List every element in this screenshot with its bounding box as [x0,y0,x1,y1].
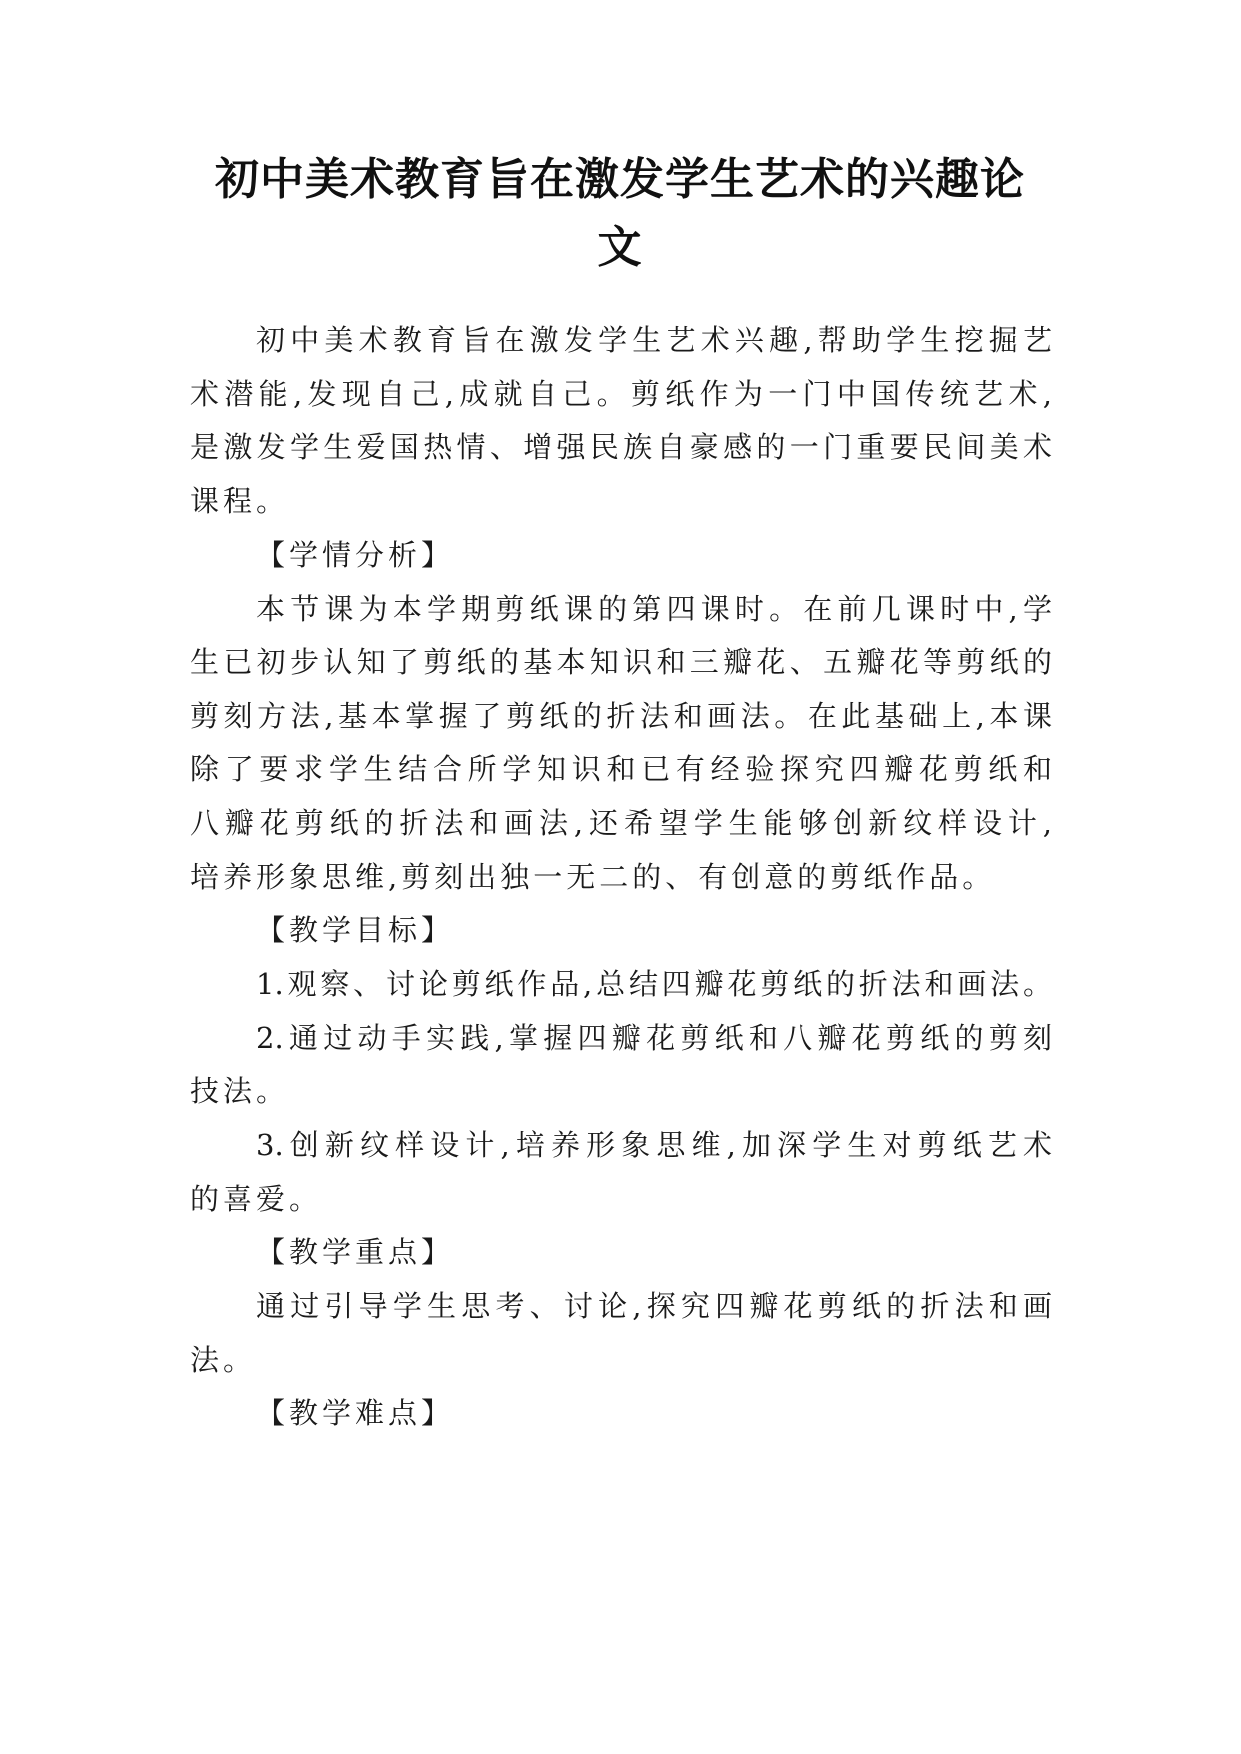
text-line: 初中美术教育旨在激发学生艺术兴趣,帮助学生挖掘艺 [256,323,1052,357]
text-line: 八瓣花剪纸的折法和画法,还希望学生能够创新纹样设计, [190,806,1052,840]
text-line: 2.通过动手实践,掌握四瓣花剪纸和八瓣花剪纸的剪刻 [256,1021,1052,1055]
text-line: 3.创新纹样设计,培养形象思维,加深学生对剪纸艺术 [256,1128,1052,1162]
section-heading: 【学情分析】 [256,538,455,572]
section-heading: 【教学目标】 [256,913,455,947]
document-title-line-2: 文 [597,222,643,273]
text-line: 技法。 [190,1074,290,1108]
document-title-line-1: 初中美术教育旨在激发学生艺术的兴趣论 [215,154,1025,205]
text-line: 的喜爱。 [190,1182,323,1216]
text-line: 法。 [190,1343,257,1377]
section-heading: 【教学难点】 [256,1396,455,1430]
text-line: 本节课为本学期剪纸课的第四课时。在前几课时中,学 [256,592,1052,626]
text-line: 培养形象思维,剪刻出独一无二的、有创意的剪纸作品。 [190,860,996,894]
text-line: 剪刻方法,基本掌握了剪纸的折法和画法。在此基础上,本课 [190,699,1052,733]
text-line: 生已初步认知了剪纸的基本知识和三瓣花、五瓣花等剪纸的 [190,645,1052,679]
text-line: 通过引导学生思考、讨论,探究四瓣花剪纸的折法和画 [256,1289,1052,1323]
text-line: 除了要求学生结合所学知识和已有经验探究四瓣花剪纸和 [190,752,1052,786]
text-line: 课程。 [190,484,290,518]
text-line: 1.观察、讨论剪纸作品,总结四瓣花剪纸的折法和画法。 [256,967,1052,1001]
text-line: 术潜能,发现自己,成就自己。剪纸作为一门中国传统艺术, [190,377,1052,411]
text-line: 是激发学生爱国热情、增强民族自豪感的一门重要民间美术 [190,430,1052,464]
section-heading: 【教学重点】 [256,1235,455,1269]
